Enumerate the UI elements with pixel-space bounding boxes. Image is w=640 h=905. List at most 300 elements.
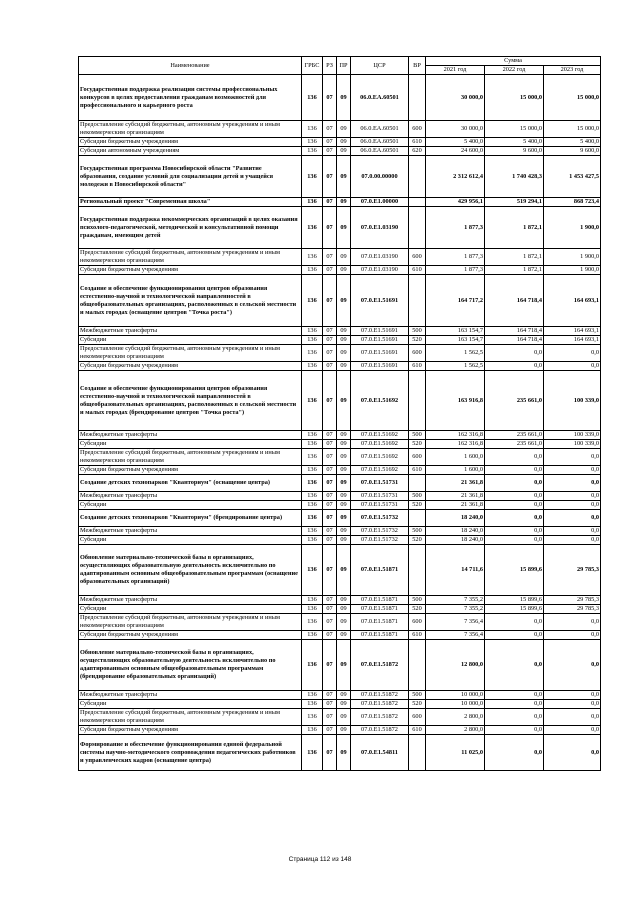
row-csr-cell: 07.0.E1.54811 <box>351 735 409 771</box>
row-sum-2022-cell: 164 718,4 <box>485 327 544 336</box>
row-sum-2022-cell: 0,0 <box>485 492 544 501</box>
table-row <box>79 249 601 266</box>
row-grbs-cell: 136 <box>302 207 323 249</box>
row-rz-cell: 07 <box>323 700 337 709</box>
row-sum-2022-cell: 0,0 <box>485 631 544 640</box>
row-sum-2023-cell: 5 400,0 <box>544 138 601 147</box>
row-csr-cell: 07.0.E1.51691 <box>351 336 409 345</box>
row-rz-cell: 07 <box>323 362 337 371</box>
row-rz-cell: 07 <box>323 440 337 449</box>
row-name-cell: Формирование и обеспечение функционирования единой федеральной системы научно-методического сопровождения педагогических работников и управленческих кадров (оснащение центра) <box>79 735 302 771</box>
row-vr-cell: 520 <box>409 440 426 449</box>
row-sum-2023-cell: 0,0 <box>544 691 601 700</box>
row-rz-cell: 07 <box>323 249 337 266</box>
row-pr-cell: 09 <box>337 700 351 709</box>
table-row <box>79 700 601 709</box>
table-row <box>79 431 601 440</box>
row-pr-cell: 09 <box>337 266 351 275</box>
row-sum-2021-cell: 2 800,0 <box>426 709 485 726</box>
row-sum-2022-cell: 0,0 <box>485 501 544 510</box>
row-vr-cell: 600 <box>409 709 426 726</box>
row-vr-cell: 500 <box>409 431 426 440</box>
row-sum-2023-cell: 164 693,1 <box>544 327 601 336</box>
row-name-cell: Межбюджетные трансферты <box>79 691 302 700</box>
row-grbs-cell: 136 <box>302 121 323 138</box>
table-row <box>79 156 601 198</box>
row-grbs-cell: 136 <box>302 266 323 275</box>
row-sum-2022-cell: 15 899,6 <box>485 545 544 596</box>
row-grbs-cell: 136 <box>302 431 323 440</box>
row-grbs-cell: 136 <box>302 726 323 735</box>
row-rz-cell: 07 <box>323 492 337 501</box>
row-name-cell: Межбюджетные трансферты <box>79 431 302 440</box>
table-row <box>79 527 601 536</box>
row-grbs-cell: 136 <box>302 545 323 596</box>
row-sum-2023-cell: 0,0 <box>544 345 601 362</box>
row-csr-cell: 07.0.E1.51692 <box>351 440 409 449</box>
row-name-cell: Межбюджетные трансферты <box>79 327 302 336</box>
row-vr-cell: 610 <box>409 266 426 275</box>
row-name-cell: Предоставление субсидий бюджетным, автономным учреждениям и иным некоммерческим организациям <box>79 345 302 362</box>
row-sum-2021-cell: 10 000,0 <box>426 700 485 709</box>
row-sum-2022-cell: 0,0 <box>485 345 544 362</box>
table-row <box>79 691 601 700</box>
row-rz-cell: 07 <box>323 275 337 327</box>
row-rz-cell: 07 <box>323 156 337 198</box>
row-rz-cell: 07 <box>323 121 337 138</box>
table-row <box>79 536 601 545</box>
row-csr-cell: 07.0.E1.51732 <box>351 536 409 545</box>
row-rz-cell: 07 <box>323 336 337 345</box>
row-csr-cell: 07.0.E1.51691 <box>351 327 409 336</box>
row-csr-cell: 06.0.EA.60501 <box>351 121 409 138</box>
row-grbs-cell: 136 <box>302 700 323 709</box>
row-grbs-cell: 136 <box>302 198 323 207</box>
row-vr-cell <box>409 156 426 198</box>
row-grbs-cell: 136 <box>302 345 323 362</box>
row-sum-2023-cell: 868 723,4 <box>544 198 601 207</box>
row-sum-2022-cell: 235 661,0 <box>485 440 544 449</box>
row-sum-2022-cell: 15 899,6 <box>485 596 544 605</box>
row-sum-2023-cell: 29 785,3 <box>544 545 601 596</box>
row-sum-2023-cell: 100 339,0 <box>544 371 601 431</box>
row-pr-cell: 09 <box>337 147 351 156</box>
row-name-cell: Обновление материально-технической базы в организациях, осуществляющих образовательную деятельность исключительно по адаптированным основным общеобразовательным программам (брендирование образовательных организаций) <box>79 640 302 691</box>
row-pr-cell: 09 <box>337 614 351 631</box>
row-vr-cell: 520 <box>409 700 426 709</box>
row-sum-2021-cell: 429 956,1 <box>426 198 485 207</box>
row-vr-cell: 610 <box>409 138 426 147</box>
row-vr-cell <box>409 475 426 492</box>
row-grbs-cell: 136 <box>302 336 323 345</box>
row-vr-cell <box>409 75 426 121</box>
row-rz-cell: 07 <box>323 631 337 640</box>
row-csr-cell: 07.0.E1.51872 <box>351 726 409 735</box>
row-sum-2023-cell: 0,0 <box>544 536 601 545</box>
row-rz-cell: 07 <box>323 735 337 771</box>
table-row <box>79 440 601 449</box>
row-rz-cell: 07 <box>323 545 337 596</box>
row-sum-2021-cell: 163 154,7 <box>426 327 485 336</box>
row-sum-2021-cell: 7 355,2 <box>426 605 485 614</box>
row-vr-cell <box>409 640 426 691</box>
row-name-cell: Предоставление субсидий бюджетным, автономным учреждениям и иным некоммерческим организациям <box>79 614 302 631</box>
row-rz-cell: 07 <box>323 431 337 440</box>
row-name-cell: Субсидии бюджетным учреждениям <box>79 726 302 735</box>
row-pr-cell: 09 <box>337 501 351 510</box>
row-vr-cell: 520 <box>409 336 426 345</box>
table-row <box>79 75 601 121</box>
row-csr-cell: 07.0.E1.51692 <box>351 466 409 475</box>
row-grbs-cell: 136 <box>302 596 323 605</box>
row-rz-cell: 07 <box>323 605 337 614</box>
row-sum-2022-cell: 1 872,1 <box>485 249 544 266</box>
row-pr-cell: 09 <box>337 631 351 640</box>
row-pr-cell: 09 <box>337 138 351 147</box>
table-row <box>79 345 601 362</box>
row-pr-cell: 09 <box>337 510 351 527</box>
table-row <box>79 207 601 249</box>
row-sum-2021-cell: 21 361,8 <box>426 475 485 492</box>
row-rz-cell: 07 <box>323 536 337 545</box>
row-name-cell: Предоставление субсидий бюджетным, автономным учреждениям и иным некоммерческим организациям <box>79 121 302 138</box>
row-sum-2023-cell: 1 453 427,5 <box>544 156 601 198</box>
row-sum-2021-cell: 11 025,0 <box>426 735 485 771</box>
table-row <box>79 545 601 596</box>
row-sum-2023-cell: 164 693,1 <box>544 275 601 327</box>
table-row <box>79 475 601 492</box>
row-sum-2022-cell: 0,0 <box>485 475 544 492</box>
row-sum-2022-cell: 1 872,1 <box>485 266 544 275</box>
row-name-cell: Субсидии бюджетным учреждениям <box>79 138 302 147</box>
row-sum-2022-cell: 0,0 <box>485 466 544 475</box>
row-grbs-cell: 136 <box>302 510 323 527</box>
row-rz-cell: 07 <box>323 75 337 121</box>
row-vr-cell <box>409 198 426 207</box>
row-vr-cell: 500 <box>409 527 426 536</box>
row-rz-cell: 07 <box>323 726 337 735</box>
row-grbs-cell: 136 <box>302 691 323 700</box>
row-csr-cell: 07.0.E1.51872 <box>351 640 409 691</box>
row-grbs-cell: 136 <box>302 492 323 501</box>
row-grbs-cell: 136 <box>302 156 323 198</box>
row-sum-2022-cell: 235 661,0 <box>485 371 544 431</box>
table-row <box>79 327 601 336</box>
row-csr-cell: 07.0.E1.51871 <box>351 605 409 614</box>
row-sum-2021-cell: 1 877,3 <box>426 207 485 249</box>
row-sum-2023-cell: 0,0 <box>544 362 601 371</box>
row-grbs-cell: 136 <box>302 631 323 640</box>
row-sum-2021-cell: 5 400,0 <box>426 138 485 147</box>
header-year-2023: 2023 год <box>544 66 601 75</box>
row-sum-2022-cell: 0,0 <box>485 527 544 536</box>
row-vr-cell: 610 <box>409 466 426 475</box>
row-sum-2022-cell: 0,0 <box>485 691 544 700</box>
row-sum-2022-cell: 0,0 <box>485 362 544 371</box>
row-csr-cell: 07.0.E1.51871 <box>351 614 409 631</box>
row-sum-2022-cell: 519 294,1 <box>485 198 544 207</box>
header-vr: ВР <box>409 57 426 75</box>
row-vr-cell: 500 <box>409 327 426 336</box>
row-csr-cell: 07.0.E1.51872 <box>351 691 409 700</box>
row-name-cell: Предоставление субсидий бюджетным, автономным учреждениям и иным некоммерческим организациям <box>79 709 302 726</box>
row-csr-cell: 07.0.E1.51871 <box>351 631 409 640</box>
row-sum-2021-cell: 18 240,0 <box>426 527 485 536</box>
row-sum-2022-cell: 0,0 <box>485 614 544 631</box>
row-rz-cell: 07 <box>323 527 337 536</box>
row-rz-cell: 07 <box>323 614 337 631</box>
row-sum-2021-cell: 24 600,0 <box>426 147 485 156</box>
row-sum-2023-cell: 1 900,0 <box>544 266 601 275</box>
row-sum-2023-cell: 0,0 <box>544 449 601 466</box>
row-sum-2023-cell: 100 339,0 <box>544 431 601 440</box>
row-sum-2021-cell: 7 356,4 <box>426 631 485 640</box>
row-vr-cell: 620 <box>409 147 426 156</box>
row-sum-2022-cell: 9 600,0 <box>485 147 544 156</box>
row-sum-2023-cell: 15 000,0 <box>544 121 601 138</box>
row-vr-cell: 600 <box>409 121 426 138</box>
row-vr-cell: 520 <box>409 536 426 545</box>
page-footer: Страница 112 из 148 <box>288 856 352 863</box>
row-grbs-cell: 136 <box>302 605 323 614</box>
row-sum-2023-cell: 100 339,0 <box>544 440 601 449</box>
row-sum-2021-cell: 30 000,0 <box>426 121 485 138</box>
row-sum-2021-cell: 163 916,8 <box>426 371 485 431</box>
row-sum-2023-cell: 0,0 <box>544 700 601 709</box>
row-name-cell: Субсидии <box>79 536 302 545</box>
row-sum-2022-cell: 1 872,1 <box>485 207 544 249</box>
table-row <box>79 371 601 431</box>
table-header <box>79 57 601 75</box>
row-csr-cell: 07.0.E1.51731 <box>351 475 409 492</box>
row-csr-cell: 07.0.E1.00000 <box>351 198 409 207</box>
row-name-cell: Предоставление субсидий бюджетным, автономным учреждениям и иным некоммерческим организациям <box>79 449 302 466</box>
row-vr-cell: 600 <box>409 614 426 631</box>
row-csr-cell: 07.0.E1.51692 <box>351 371 409 431</box>
row-sum-2021-cell: 163 154,7 <box>426 336 485 345</box>
row-vr-cell: 600 <box>409 449 426 466</box>
row-vr-cell <box>409 275 426 327</box>
table-row <box>79 138 601 147</box>
row-rz-cell: 07 <box>323 198 337 207</box>
row-vr-cell: 610 <box>409 726 426 735</box>
row-sum-2023-cell: 0,0 <box>544 501 601 510</box>
row-pr-cell: 09 <box>337 709 351 726</box>
row-csr-cell: 07.0.E1.03190 <box>351 249 409 266</box>
row-csr-cell: 07.0.E1.51732 <box>351 527 409 536</box>
row-sum-2021-cell: 14 711,6 <box>426 545 485 596</box>
row-sum-2021-cell: 162 316,8 <box>426 431 485 440</box>
row-name-cell: Субсидии бюджетным учреждениям <box>79 631 302 640</box>
row-sum-2021-cell: 1 600,0 <box>426 466 485 475</box>
row-sum-2023-cell: 9 600,0 <box>544 147 601 156</box>
row-sum-2023-cell: 0,0 <box>544 726 601 735</box>
table-row <box>79 735 601 771</box>
row-sum-2023-cell: 15 000,0 <box>544 75 601 121</box>
row-name-cell: Государственная поддержка некоммерческих организаций в целях оказания психолого-педагогической, методической и консультативной помощи гражданам, имеющим детей <box>79 207 302 249</box>
row-sum-2021-cell: 21 361,8 <box>426 492 485 501</box>
row-sum-2023-cell: 0,0 <box>544 709 601 726</box>
row-vr-cell: 610 <box>409 631 426 640</box>
row-grbs-cell: 136 <box>302 275 323 327</box>
table-row <box>79 466 601 475</box>
row-sum-2022-cell: 164 718,4 <box>485 275 544 327</box>
row-sum-2023-cell: 0,0 <box>544 614 601 631</box>
row-grbs-cell: 136 <box>302 614 323 631</box>
row-grbs-cell: 136 <box>302 327 323 336</box>
row-grbs-cell: 136 <box>302 640 323 691</box>
row-pr-cell: 09 <box>337 475 351 492</box>
row-pr-cell: 09 <box>337 449 351 466</box>
table-row <box>79 631 601 640</box>
row-sum-2022-cell: 164 718,4 <box>485 336 544 345</box>
row-name-cell: Субсидии бюджетным учреждениям <box>79 266 302 275</box>
table-row <box>79 605 601 614</box>
row-grbs-cell: 136 <box>302 75 323 121</box>
row-pr-cell: 09 <box>337 336 351 345</box>
row-name-cell: Субсидии <box>79 440 302 449</box>
row-grbs-cell: 136 <box>302 527 323 536</box>
header-year-2021: 2021 год <box>426 66 485 75</box>
row-sum-2023-cell: 0,0 <box>544 466 601 475</box>
row-sum-2023-cell: 1 900,0 <box>544 249 601 266</box>
table-row <box>79 726 601 735</box>
row-grbs-cell: 136 <box>302 371 323 431</box>
row-pr-cell: 09 <box>337 536 351 545</box>
row-csr-cell: 07.0.E1.51871 <box>351 545 409 596</box>
row-sum-2023-cell: 0,0 <box>544 631 601 640</box>
row-sum-2022-cell: 0,0 <box>485 700 544 709</box>
header-csr: ЦСР <box>351 57 409 75</box>
row-vr-cell <box>409 545 426 596</box>
row-grbs-cell: 136 <box>302 501 323 510</box>
header-year-2022: 2022 год <box>485 66 544 75</box>
row-rz-cell: 07 <box>323 207 337 249</box>
table-row <box>79 492 601 501</box>
row-rz-cell: 07 <box>323 501 337 510</box>
row-sum-2021-cell: 21 361,8 <box>426 501 485 510</box>
row-csr-cell: 07.0.E1.51692 <box>351 449 409 466</box>
row-sum-2021-cell: 164 717,2 <box>426 275 485 327</box>
row-grbs-cell: 136 <box>302 138 323 147</box>
row-sum-2023-cell: 0,0 <box>544 640 601 691</box>
table-row <box>79 449 601 466</box>
row-pr-cell: 09 <box>337 735 351 771</box>
row-sum-2022-cell: 0,0 <box>485 735 544 771</box>
row-grbs-cell: 136 <box>302 466 323 475</box>
table-row <box>79 147 601 156</box>
row-csr-cell: 07.0.E1.51731 <box>351 501 409 510</box>
row-name-cell: Межбюджетные трансферты <box>79 492 302 501</box>
row-sum-2022-cell: 235 661,0 <box>485 431 544 440</box>
row-pr-cell: 09 <box>337 492 351 501</box>
row-sum-2023-cell: 1 900,0 <box>544 207 601 249</box>
row-vr-cell <box>409 510 426 527</box>
row-csr-cell: 07.0.00.00000 <box>351 156 409 198</box>
row-rz-cell: 07 <box>323 640 337 691</box>
row-name-cell: Государственная программа Новосибирской области "Развитие образования, создание условий для социализации детей и учащейся молодежи в Новосибирской области" <box>79 156 302 198</box>
row-csr-cell: 06.0.EA.60501 <box>351 147 409 156</box>
row-vr-cell <box>409 735 426 771</box>
row-sum-2021-cell: 7 356,4 <box>426 614 485 631</box>
row-name-cell: Создание и обеспечение функционирования центров образования естественно-научной и технологической направленностей в общеобразовательных организациях, расположенных в сельской местности и малых городах (оснащение центров "Точка роста") <box>79 275 302 327</box>
table-row <box>79 510 601 527</box>
row-pr-cell: 09 <box>337 466 351 475</box>
row-rz-cell: 07 <box>323 449 337 466</box>
row-name-cell: Создание детских технопарков "Кванториум" (оснащение центра) <box>79 475 302 492</box>
row-name-cell: Субсидии <box>79 605 302 614</box>
table-row <box>79 198 601 207</box>
row-sum-2021-cell: 1 562,5 <box>426 345 485 362</box>
row-sum-2023-cell: 164 693,1 <box>544 336 601 345</box>
row-sum-2022-cell: 0,0 <box>485 640 544 691</box>
row-sum-2021-cell: 162 316,8 <box>426 440 485 449</box>
row-csr-cell: 06.0.EA.60501 <box>351 138 409 147</box>
table-row <box>79 336 601 345</box>
row-pr-cell: 09 <box>337 605 351 614</box>
row-grbs-cell: 136 <box>302 709 323 726</box>
row-sum-2023-cell: 29 785,3 <box>544 596 601 605</box>
row-grbs-cell: 136 <box>302 735 323 771</box>
row-csr-cell: 07.0.E1.51871 <box>351 596 409 605</box>
row-csr-cell: 07.0.E1.51691 <box>351 275 409 327</box>
row-sum-2023-cell: 29 785,3 <box>544 605 601 614</box>
table-row <box>79 614 601 631</box>
header-rz: РЗ <box>323 57 337 75</box>
row-csr-cell: 07.0.E1.51872 <box>351 700 409 709</box>
row-name-cell: Предоставление субсидий бюджетным, автономным учреждениям и иным некоммерческим организациям <box>79 249 302 266</box>
row-name-cell: Субсидии <box>79 700 302 709</box>
row-rz-cell: 07 <box>323 691 337 700</box>
row-sum-2022-cell: 0,0 <box>485 726 544 735</box>
row-sum-2022-cell: 15 000,0 <box>485 75 544 121</box>
row-sum-2022-cell: 0,0 <box>485 449 544 466</box>
row-sum-2021-cell: 1 877,3 <box>426 266 485 275</box>
row-vr-cell: 600 <box>409 345 426 362</box>
budget-table <box>78 56 601 771</box>
row-pr-cell: 09 <box>337 691 351 700</box>
row-sum-2023-cell: 0,0 <box>544 510 601 527</box>
row-pr-cell: 09 <box>337 249 351 266</box>
row-name-cell: Субсидии бюджетным учреждениям <box>79 362 302 371</box>
row-name-cell: Субсидии <box>79 336 302 345</box>
row-vr-cell: 520 <box>409 501 426 510</box>
row-sum-2022-cell: 15 000,0 <box>485 121 544 138</box>
row-rz-cell: 07 <box>323 596 337 605</box>
row-name-cell: Межбюджетные трансферты <box>79 527 302 536</box>
table-row <box>79 709 601 726</box>
row-sum-2022-cell: 0,0 <box>485 709 544 726</box>
row-pr-cell: 09 <box>337 640 351 691</box>
row-pr-cell: 09 <box>337 327 351 336</box>
row-sum-2023-cell: 0,0 <box>544 492 601 501</box>
row-rz-cell: 07 <box>323 371 337 431</box>
row-vr-cell: 610 <box>409 362 426 371</box>
row-pr-cell: 09 <box>337 121 351 138</box>
row-grbs-cell: 136 <box>302 440 323 449</box>
row-csr-cell: 07.0.E1.51731 <box>351 492 409 501</box>
row-vr-cell <box>409 371 426 431</box>
row-sum-2021-cell: 10 000,0 <box>426 691 485 700</box>
row-vr-cell: 500 <box>409 596 426 605</box>
row-pr-cell: 09 <box>337 75 351 121</box>
row-rz-cell: 07 <box>323 147 337 156</box>
row-name-cell: Обновление материально-технической базы в организациях, осуществляющих образовательную деятельность исключительно по адаптированным основным общеобразовательным программам (оснащение образовательных организаций) <box>79 545 302 596</box>
row-csr-cell: 07.0.E1.03190 <box>351 266 409 275</box>
row-sum-2022-cell: 0,0 <box>485 510 544 527</box>
row-csr-cell: 07.0.E1.03190 <box>351 207 409 249</box>
table-row <box>79 362 601 371</box>
